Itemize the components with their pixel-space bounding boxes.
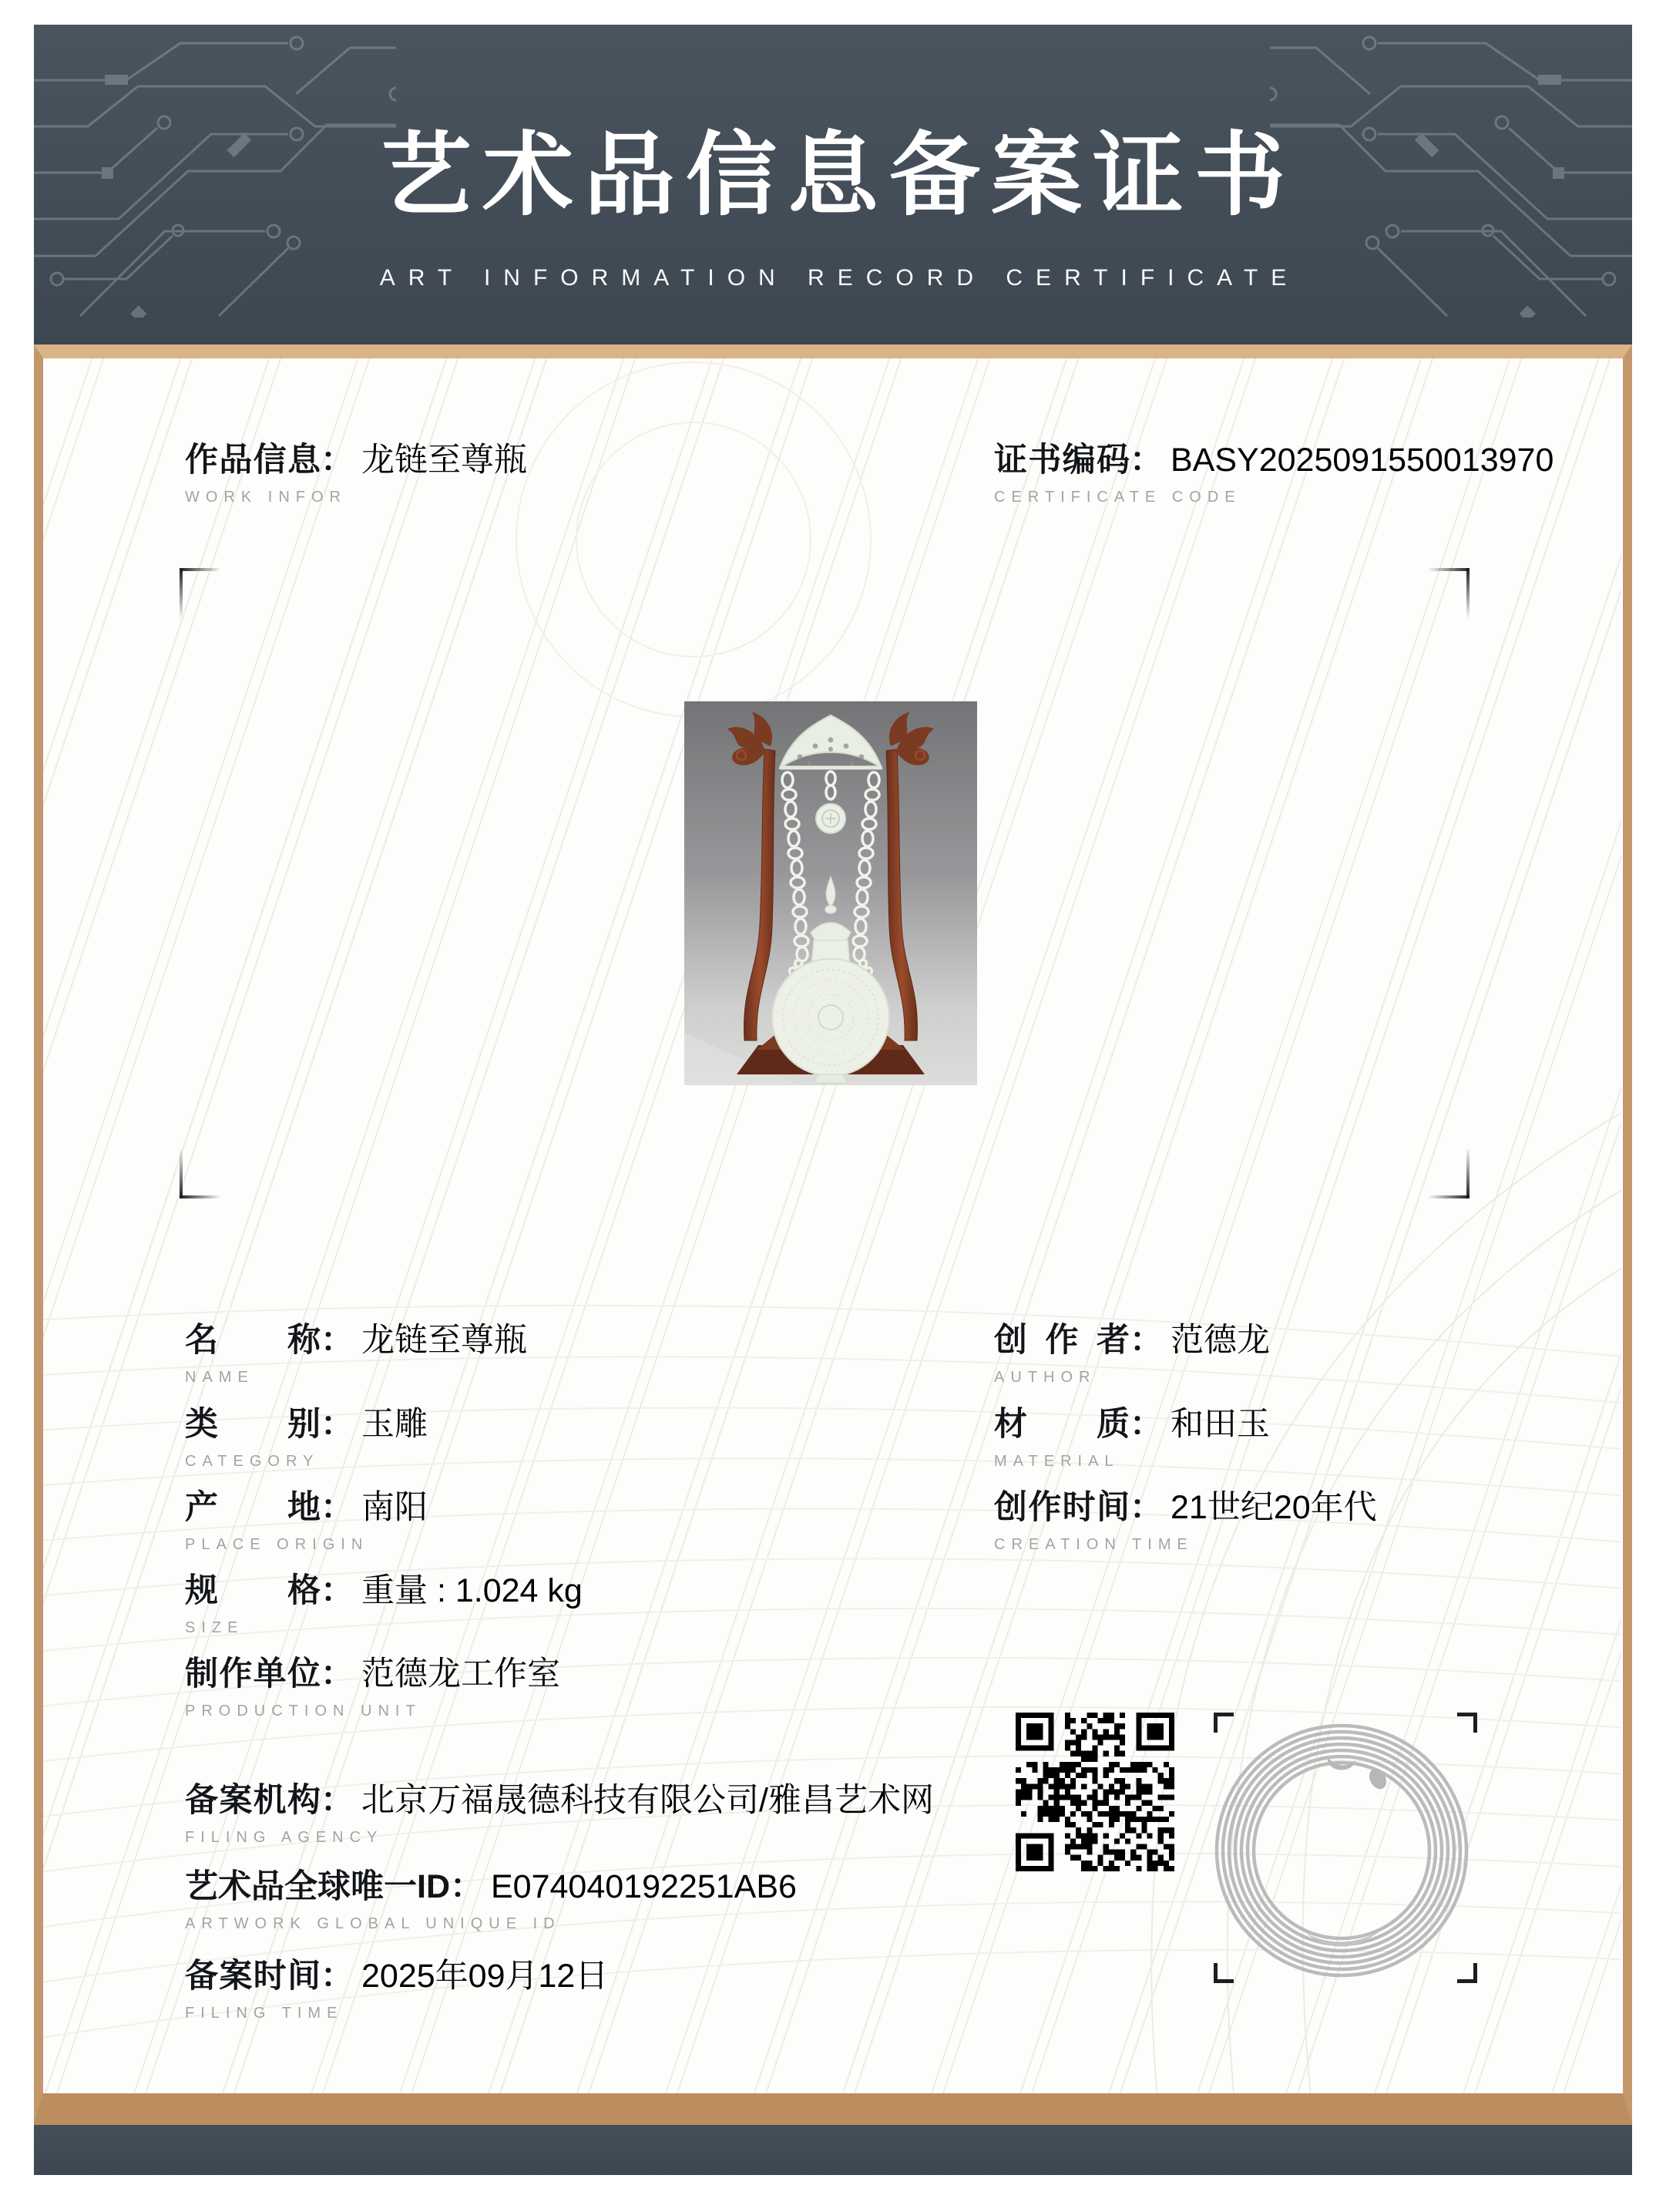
material-value: 和田玉	[1171, 1406, 1270, 1443]
field-global-id	[185, 1868, 797, 1933]
cert-code-row	[994, 442, 1553, 506]
page-title: 艺术品信息备案证书	[380, 125, 1296, 227]
field-size	[185, 1572, 583, 1637]
colon: ：	[1130, 1322, 1163, 1359]
place-origin-label: 产地	[185, 1489, 321, 1526]
colon: ：	[321, 1572, 354, 1609]
size-label: 规格	[185, 1572, 321, 1609]
global-id-label: 艺术品全球唯一ID	[185, 1868, 450, 1905]
filing-time-value: 2025年09月12日	[361, 1958, 609, 1995]
production-unit-label: 制作单位	[185, 1656, 321, 1693]
colon: ：	[321, 1782, 354, 1819]
name-value: 龙链至尊瓶	[361, 1322, 527, 1359]
place-origin-sublabel: PLACE ORIGIN	[185, 1536, 369, 1554]
filing-time-sublabel: FILING TIME	[185, 2005, 344, 2022]
work-info-row	[185, 442, 527, 506]
certificate-header	[34, 25, 1632, 345]
colon: ：	[321, 1406, 354, 1443]
place-origin-value: 南阳	[361, 1489, 428, 1526]
category-label: 类别	[185, 1406, 321, 1443]
seal-bracket-bottom-left	[1214, 1963, 1234, 1983]
cert-code-label: 证书编码	[994, 442, 1130, 479]
work-info-sublabel: WORK INFOR	[185, 489, 347, 506]
creation-time-sublabel: CREATION TIME	[994, 1536, 1194, 1554]
production-unit-value: 范德龙工作室	[361, 1656, 560, 1693]
colon: ：	[1130, 1406, 1163, 1443]
field-name	[185, 1322, 527, 1387]
work-info-label: 作品信息	[185, 442, 321, 479]
field-production-unit	[185, 1656, 560, 1720]
creation-time-label: 创作时间	[994, 1489, 1130, 1526]
field-place-origin	[185, 1489, 428, 1554]
page-subtitle: ART INFORMATION RECORD CERTIFICATE	[379, 265, 1300, 291]
colon: ：	[321, 1322, 354, 1359]
author-sublabel: AUTHOR	[994, 1369, 1097, 1387]
creation-time-value: 21世纪20年代	[1171, 1489, 1377, 1526]
seal-bracket-bottom-right	[1457, 1963, 1477, 1983]
material-sublabel: MATERIAL	[994, 1453, 1120, 1471]
field-filing-agency	[185, 1782, 934, 1847]
category-value: 玉雕	[361, 1406, 428, 1443]
cert-code-sublabel: CERTIFICATE CODE	[994, 489, 1241, 506]
artwork-illustration	[684, 701, 977, 1085]
colon: ：	[1130, 1489, 1163, 1526]
photo-bracket-bottom-right	[1428, 1148, 1470, 1198]
name-label: 名称	[185, 1322, 321, 1359]
global-id-value: E074040192251AB6	[491, 1868, 797, 1905]
size-sublabel: SIZE	[185, 1619, 244, 1637]
photo-bracket-bottom-left	[180, 1148, 221, 1198]
author-label: 创作者	[994, 1322, 1130, 1359]
author-value: 范德龙	[1171, 1322, 1270, 1359]
colon: ：	[1130, 442, 1163, 479]
work-info-value: 龙链至尊瓶	[361, 442, 527, 479]
filing-agency-sublabel: FILING AGENCY	[185, 1829, 384, 1847]
name-sublabel: NAME	[185, 1369, 254, 1387]
colon: ：	[450, 1868, 483, 1905]
artwork-photo	[684, 701, 977, 1085]
filing-agency-label: 备案机构	[185, 1782, 321, 1819]
global-id-sublabel: ARTWORK GLOBAL UNIQUE ID	[185, 1915, 561, 1933]
field-category	[185, 1406, 428, 1471]
field-material	[994, 1406, 1270, 1471]
material-label: 材质	[994, 1406, 1130, 1443]
qr-code	[1016, 1713, 1174, 1871]
colon: ：	[321, 442, 354, 479]
certificate-body	[43, 358, 1621, 2093]
photo-bracket-top-left	[180, 568, 221, 619]
seal-bracket-top-left	[1214, 1713, 1234, 1733]
bottom-dark-band	[34, 2125, 1632, 2175]
seal-bracket-top-right	[1457, 1713, 1477, 1733]
production-unit-sublabel: PRODUCTION UNIT	[185, 1703, 422, 1720]
photo-bracket-top-right	[1428, 568, 1470, 619]
nfc-coil-seal	[1214, 1723, 1469, 1978]
colon: ：	[321, 1656, 354, 1693]
colon: ：	[321, 1489, 354, 1526]
colon: ：	[321, 1958, 354, 1995]
field-creation-time	[994, 1489, 1377, 1554]
field-author	[994, 1322, 1270, 1387]
cert-code-value: BASY2025091550013970	[1171, 442, 1554, 479]
filing-agency-value: 北京万福晟德科技有限公司/雅昌艺术网	[361, 1782, 934, 1819]
filing-time-label: 备案时间	[185, 1958, 321, 1995]
category-sublabel: CATEGORY	[185, 1453, 320, 1471]
size-value: 重量 : 1.024 kg	[361, 1572, 583, 1609]
field-filing-time	[185, 1958, 608, 2022]
